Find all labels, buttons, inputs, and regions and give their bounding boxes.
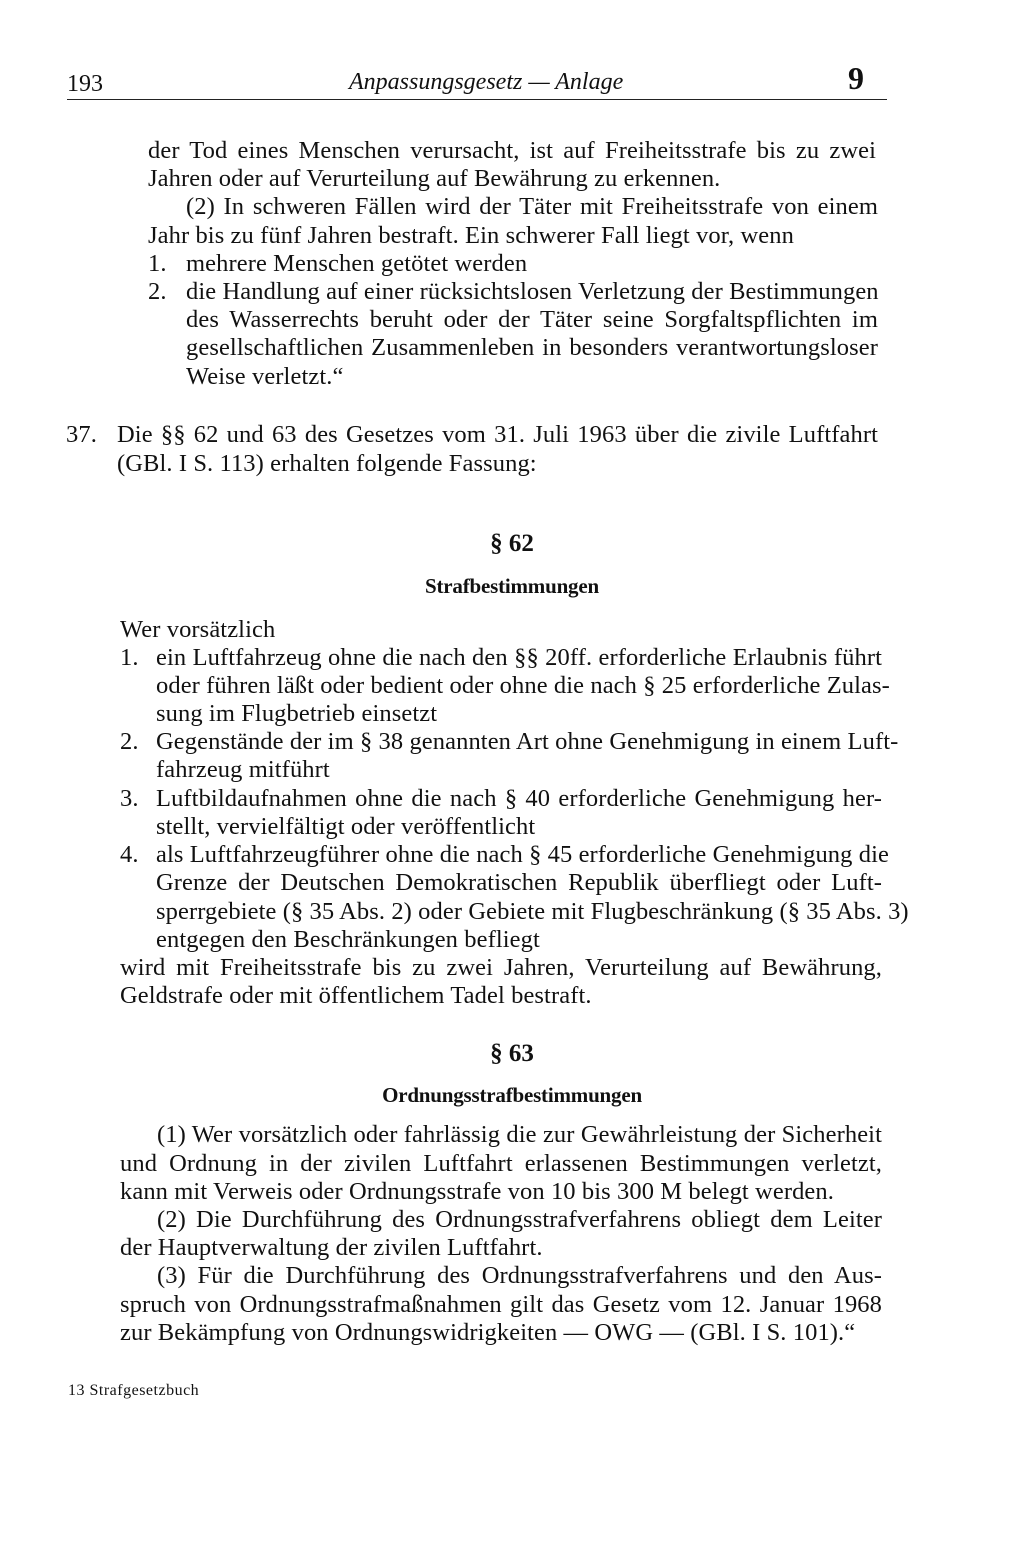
item-number: 37. (66, 421, 97, 448)
list-item-text: Grenze der Deutschen Demokratischen Republik überfliegt oder Luft- (156, 869, 882, 896)
list-number: 2. (120, 728, 139, 755)
text-line: Jahren oder auf Verurteilung auf Bewährung zu erkennen. (148, 165, 721, 192)
section-sign-62: § 62 (490, 530, 534, 557)
text-line: der Tod eines Menschen verursacht, ist auf Freiheitsstrafe bis zu zwei (148, 137, 876, 164)
text-line: (3) Für die Durchführung des Ordnungsstrafverfahrens und den Aus- (157, 1262, 882, 1289)
text-line: spruch von Ordnungsstrafmaßnahmen gilt das Gesetz vom 12. Januar 1968 (120, 1291, 882, 1318)
section-heading-62: Strafbestimmungen (425, 574, 599, 598)
list-item-text: gesellschaftlichen Zusammenleben in besonders verantwortungsloser (186, 334, 878, 361)
list-number: 1. (148, 250, 167, 277)
text-line: (GBl. I S. 113) erhalten folgende Fassung: (117, 450, 537, 477)
list-item-text: entgegen den Beschränkungen befliegt (156, 926, 540, 953)
page-number: 193 (67, 71, 103, 97)
list-item-text: oder führen läßt oder bedient oder ohne die nach § 25 erforderliche Zulas- (156, 672, 890, 699)
list-number: 4. (120, 841, 139, 868)
text-line: Wer vorsätzlich (120, 616, 276, 643)
list-item-text: sperrgebiete (§ 35 Abs. 2) oder Gebiete mit Flugbeschränkung (§ 35 Abs. 3) (156, 898, 909, 925)
text-line: und Ordnung in der zivilen Luftfahrt erlassenen Bestimmungen verletzt, (120, 1150, 882, 1177)
text-line: kann mit Verweis oder Ordnungsstrafe von 10 bis 300 M belegt werden. (120, 1178, 834, 1205)
text-line: (1) Wer vorsätzlich oder fahrlässig die zur Gewährleistung der Sicherheit (157, 1121, 882, 1148)
section-sign-63: § 63 (490, 1040, 534, 1067)
text-line: Die §§ 62 und 63 des Gesetzes vom 31. Juli 1963 über die zivile Luftfahrt (117, 421, 878, 448)
header-rule (67, 99, 887, 100)
page-marker: 9 (848, 60, 864, 96)
list-item-text: Gegenstände der im § 38 genannten Art ohne Genehmigung in einem Luft- (156, 728, 899, 755)
list-item-text: als Luftfahrzeugführer ohne die nach § 45 erforderliche Genehmigung die (156, 841, 889, 868)
list-item-text: des Wasserrechts beruht oder der Täter seine Sorgfaltspflichten im (186, 306, 878, 333)
list-item-text: Weise verletzt.“ (186, 363, 344, 390)
list-item-text: mehrere Menschen getötet werden (186, 250, 528, 277)
list-number: 1. (120, 644, 139, 671)
list-item-text: stellt, vervielfältigt oder veröffentlicht (156, 813, 536, 840)
text-line: (2) Die Durchführung des Ordnungsstrafverfahrens obliegt dem Leiter (157, 1206, 882, 1233)
text-line: der Hauptverwaltung der zivilen Luftfahrt. (120, 1234, 543, 1261)
print-signature: 13 Strafgesetzbuch (68, 1382, 200, 1399)
list-item-text: ein Luftfahrzeug ohne die nach den §§ 20ff. erforderliche Erlaubnis führt (156, 644, 882, 671)
text-line: (2) In schweren Fällen wird der Täter mit Freiheitsstrafe von einem (186, 193, 878, 220)
list-number: 2. (148, 278, 167, 305)
text-line: Jahr bis zu fünf Jahren bestraft. Ein schwerer Fall liegt vor, wenn (148, 222, 794, 249)
list-item-text: die Handlung auf einer rücksichtslosen Verletzung der Bestimmungen (186, 278, 879, 305)
text-line: zur Bekämpfung von Ordnungswidrigkeiten — OWG — (GBl. I S. 101).“ (120, 1319, 856, 1346)
list-item-text: Luftbildaufnahmen ohne die nach § 40 erforderliche Genehmigung her- (156, 785, 882, 812)
text-line: wird mit Freiheitsstrafe bis zu zwei Jahren, Verurteilung auf Bewährung, (120, 954, 882, 981)
running-title: Anpassungsgesetz — Anlage (349, 69, 624, 95)
section-heading-63: Ordnungsstrafbestimmungen (382, 1083, 642, 1107)
list-item-text: fahrzeug mitführt (156, 756, 330, 783)
list-item-text: sung im Flugbetrieb einsetzt (156, 700, 438, 727)
text-line: Geldstrafe oder mit öffentlichem Tadel bestraft. (120, 982, 592, 1009)
list-number: 3. (120, 785, 139, 812)
